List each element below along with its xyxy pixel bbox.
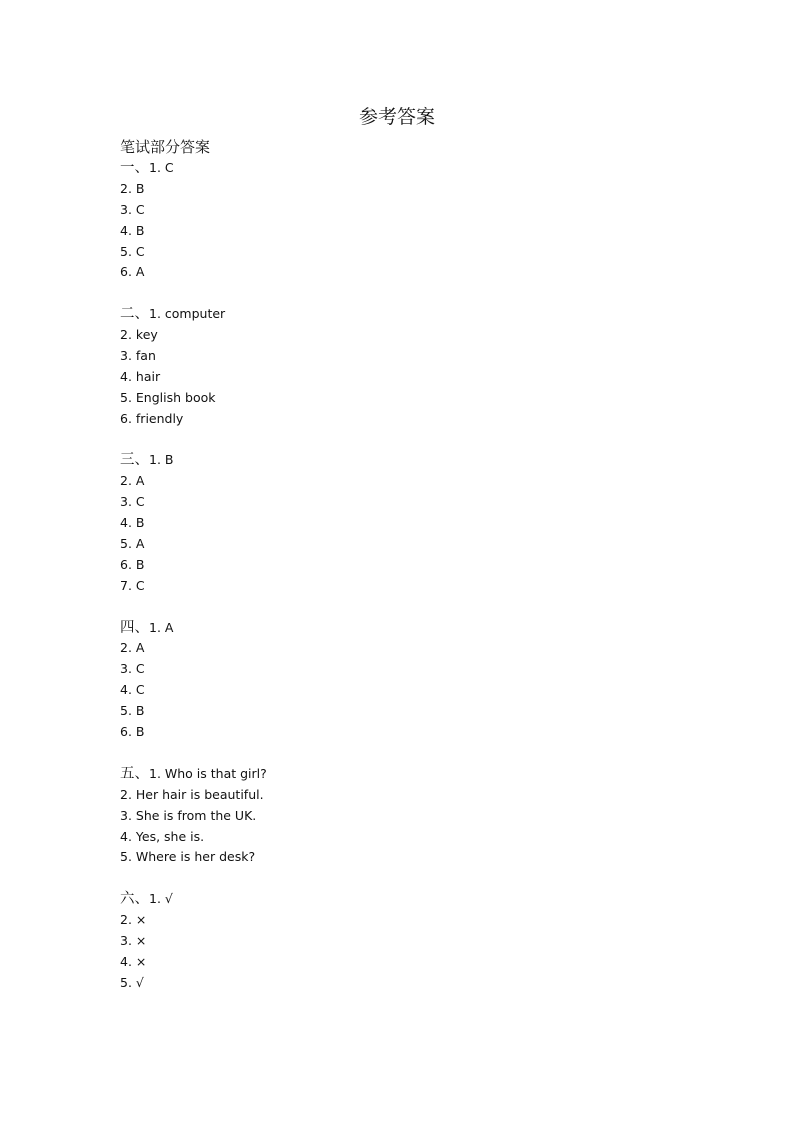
- answer-line: [120, 450, 680, 471]
- answer-line: 3. fan: [120, 348, 156, 364]
- answer-text: 1. computer: [149, 306, 226, 322]
- answer-line: 5. B: [120, 703, 145, 719]
- answer-line: 7. C: [120, 577, 145, 593]
- answer-line: 4. B: [120, 515, 145, 531]
- section-label: 二、: [120, 306, 149, 323]
- answer-line: [120, 889, 680, 910]
- section-label: 一、: [120, 160, 149, 176]
- section-subtitle: 笔试部分答案: [120, 138, 211, 156]
- answer-section-3: [120, 450, 680, 596]
- answer-section-4: [120, 618, 680, 743]
- section-gap: [120, 597, 680, 618]
- answer-line: 5. English book: [120, 389, 216, 405]
- answer-line: 2. Her hair is beautiful.: [120, 786, 264, 802]
- answer-line: [120, 304, 680, 325]
- answer-line: 4. B: [120, 222, 145, 238]
- section-gap: [120, 430, 680, 451]
- answer-line: 3. She is from the UK.: [120, 807, 257, 823]
- answer-line: 4. ×: [120, 953, 147, 969]
- answer-line: 6. friendly: [120, 410, 184, 426]
- answer-line: 5. √: [120, 974, 144, 990]
- answer-line: 4. hair: [120, 368, 161, 384]
- answer-line: [120, 618, 680, 639]
- answer-line: 5. A: [120, 536, 145, 552]
- answer-line: 3. C: [120, 494, 145, 510]
- answer-line: 4. Yes, she is.: [120, 828, 205, 844]
- section-label: 四、: [120, 619, 149, 636]
- answer-section-6: [120, 889, 680, 993]
- answer-line: 5. C: [120, 243, 145, 259]
- answer-line: 3. C: [120, 661, 145, 677]
- answer-text: 1. Who is that girl?: [149, 765, 267, 781]
- answer-line: 2. key: [120, 327, 158, 343]
- section-gap: [120, 868, 680, 889]
- answer-line: 2. B: [120, 180, 145, 196]
- answer-section-5: [120, 764, 680, 868]
- answer-text: 1. C: [149, 160, 174, 175]
- section-label: 三、: [120, 452, 149, 469]
- answer-line: [120, 764, 680, 785]
- section-label: 五、: [120, 765, 149, 782]
- answer-line: 5. Where is her desk?: [120, 849, 256, 865]
- answer-line: 2. ×: [120, 912, 147, 928]
- section-label: 六、: [120, 891, 149, 908]
- answer-line: 2. A: [120, 473, 145, 489]
- answer-line: 6. B: [120, 556, 145, 572]
- answer-text: 1. √: [149, 891, 173, 907]
- answer-section-2: [120, 304, 680, 429]
- answer-text: 1. A: [149, 619, 174, 635]
- answer-line: 3. ×: [120, 932, 147, 948]
- section-gap: [120, 283, 680, 304]
- answer-key: [120, 137, 680, 994]
- answer-line: 6. B: [120, 724, 145, 740]
- answer-line: 2. A: [120, 640, 145, 656]
- answer-line: 4. C: [120, 682, 145, 698]
- answer-section-1: [120, 158, 680, 283]
- page-title: 参考答案: [358, 106, 435, 128]
- answer-text: 1. B: [149, 452, 174, 468]
- answer-line: 3. C: [120, 201, 145, 217]
- answer-line: [120, 158, 680, 179]
- section-gap: [120, 743, 680, 764]
- answer-line: 6. A: [120, 264, 145, 280]
